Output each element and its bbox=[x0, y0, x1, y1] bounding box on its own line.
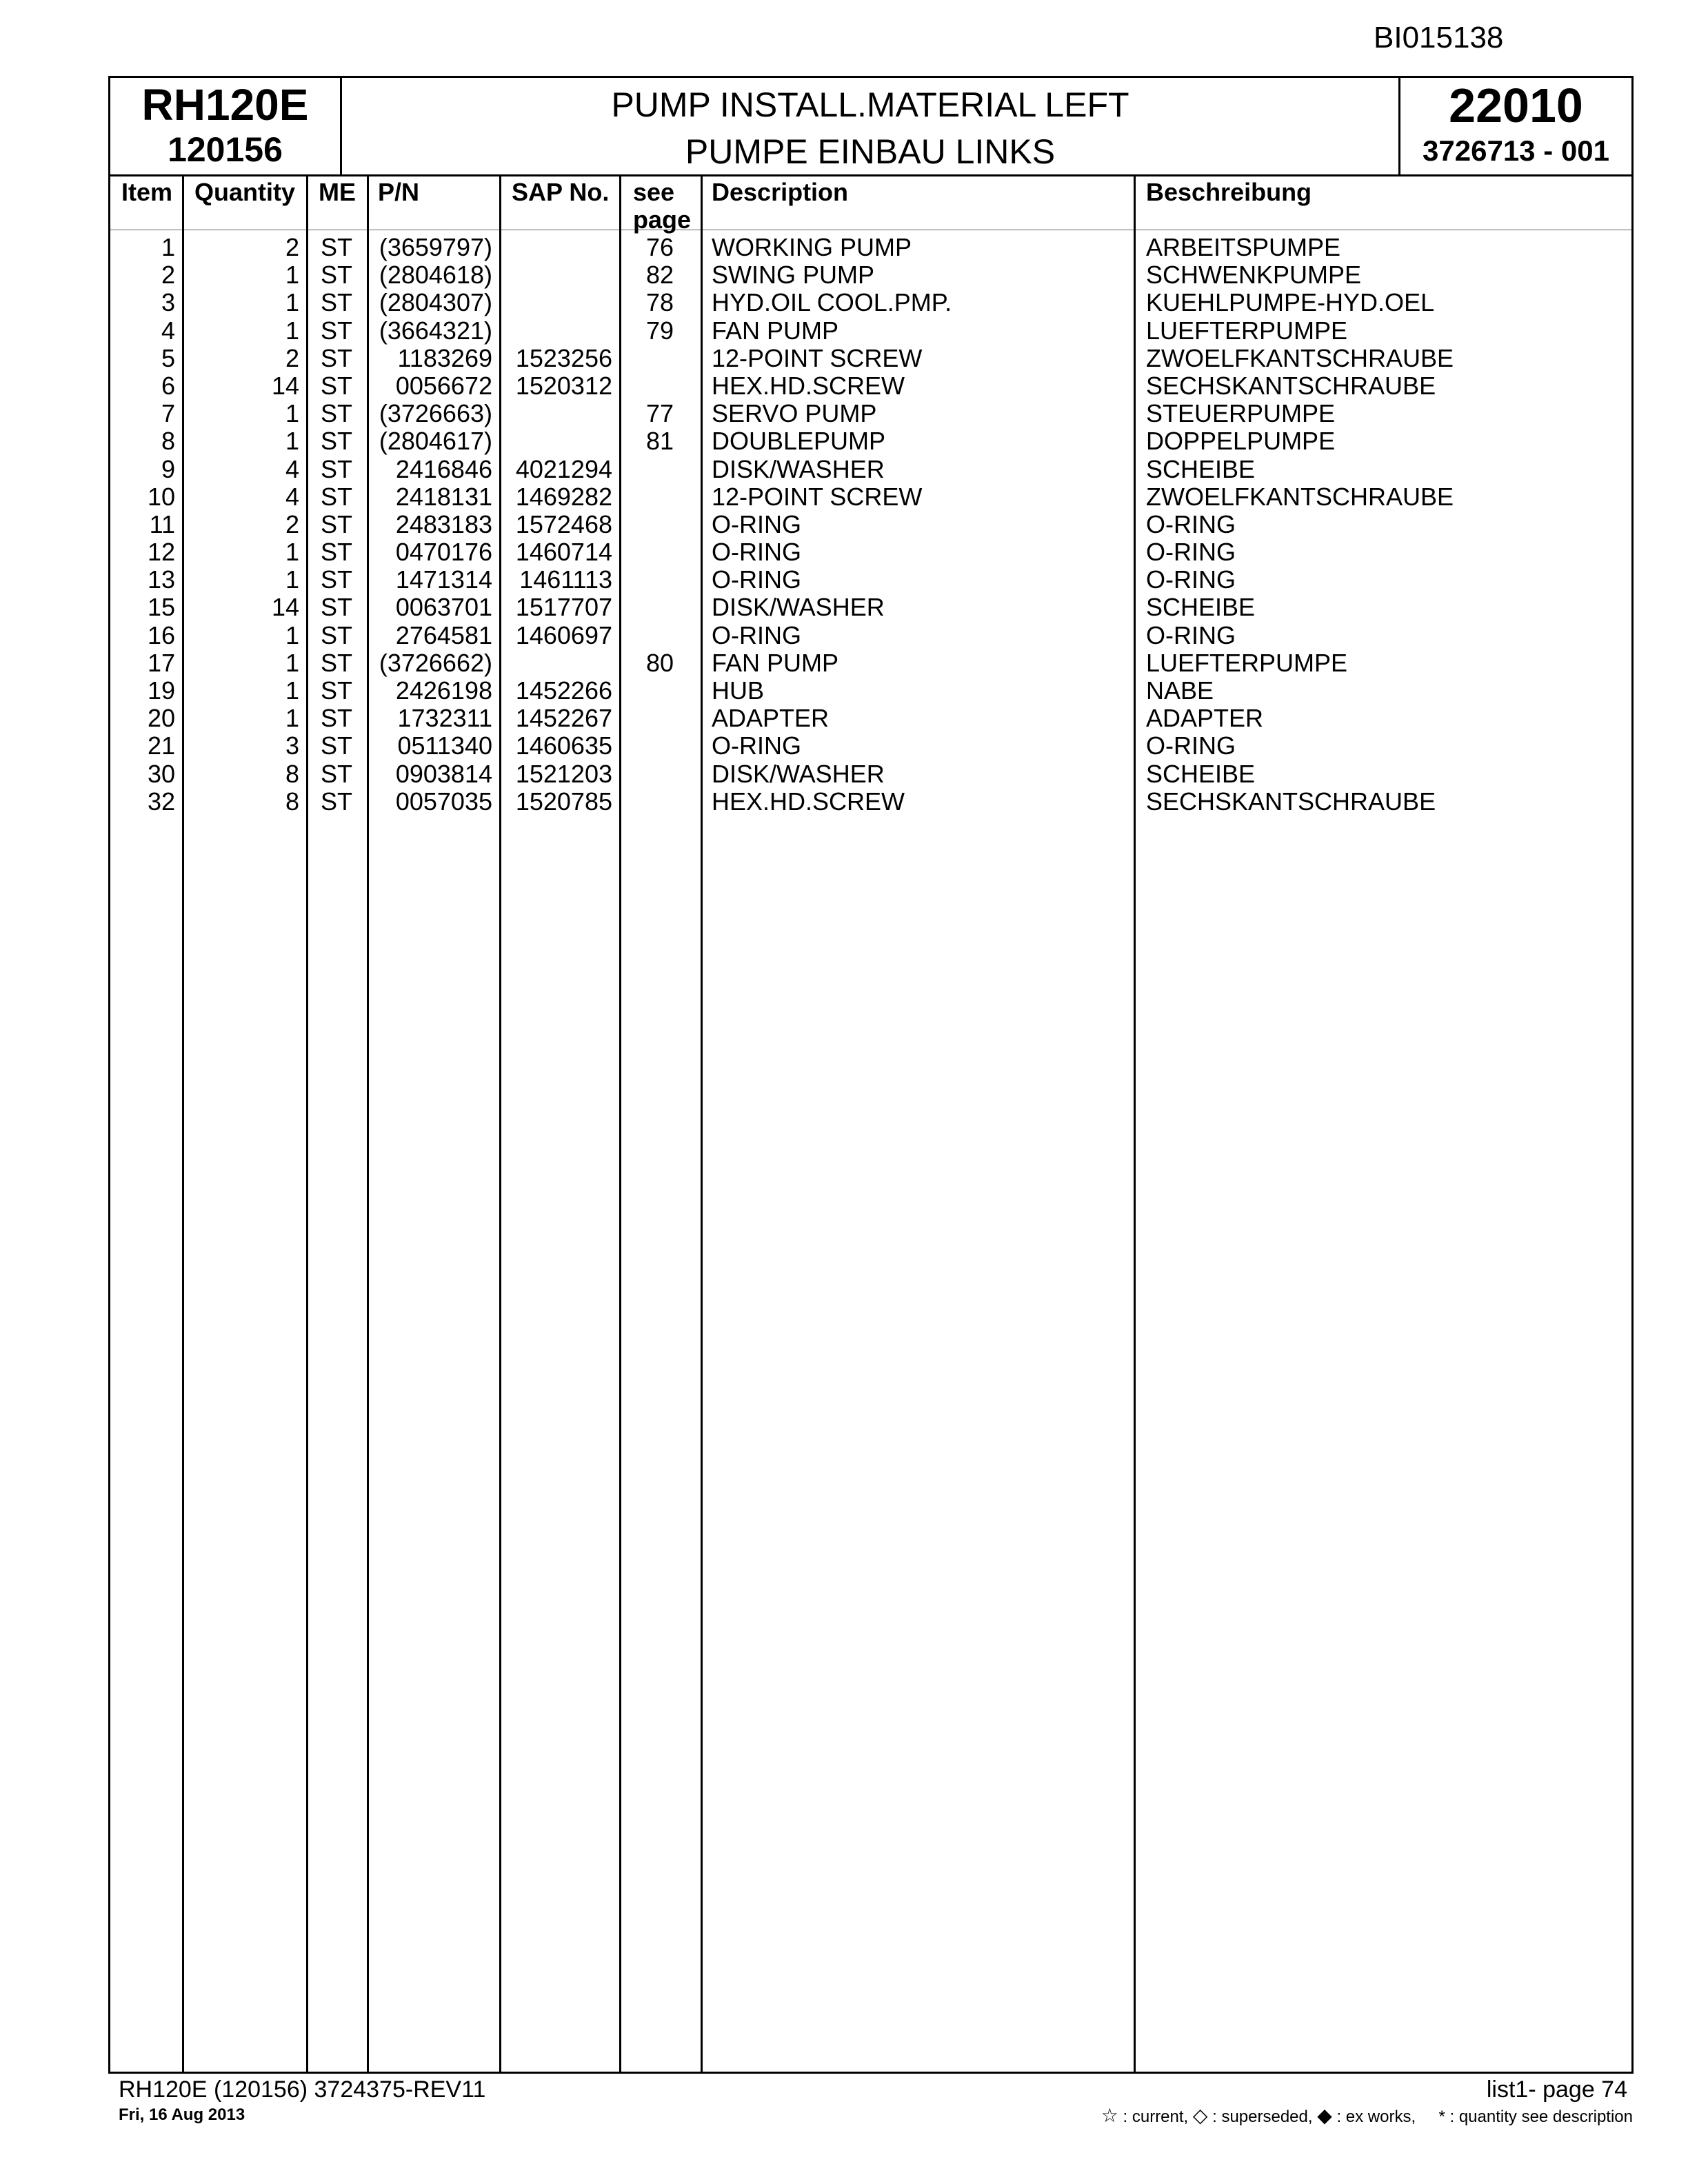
cell-sap: 1469282 bbox=[515, 482, 612, 511]
cell-item: 11 bbox=[149, 509, 175, 538]
cell-pn: 0511340 bbox=[397, 731, 492, 760]
table-row bbox=[110, 649, 1631, 677]
col-header-me: ME bbox=[319, 178, 356, 206]
cell-quantity: 1 bbox=[285, 620, 299, 649]
cell-item: 2 bbox=[161, 261, 175, 290]
symbol-legend bbox=[1101, 2104, 1633, 2127]
cell-beschreibung: ZWOELFKANTSCHRAUBE bbox=[1146, 482, 1454, 511]
header-divider bbox=[110, 174, 1631, 176]
table-row bbox=[110, 261, 1631, 289]
cell-me: ST bbox=[320, 427, 352, 456]
cell-description: HEX.HD.SCREW bbox=[712, 371, 905, 400]
table-row bbox=[110, 677, 1631, 705]
cell-item: 9 bbox=[161, 454, 175, 483]
cell-description: FAN PUMP bbox=[712, 316, 839, 345]
col-header-see: see bbox=[633, 178, 675, 206]
legend-exworks: : ex works, bbox=[1336, 2107, 1416, 2126]
cell-pn: 0056672 bbox=[395, 371, 492, 400]
title-german: PUMPE EINBAU LINKS bbox=[685, 132, 1056, 171]
title-english: PUMP INSTALL.MATERIAL LEFT bbox=[611, 85, 1129, 124]
cell-beschreibung: KUEHLPUMPE-HYD.OEL bbox=[1146, 288, 1435, 317]
star-icon: ☆ bbox=[1101, 2105, 1118, 2126]
cell-item: 17 bbox=[147, 648, 175, 677]
parts-list-frame bbox=[108, 76, 1634, 2074]
cell-see-page: 78 bbox=[645, 288, 674, 317]
table-row bbox=[110, 234, 1631, 261]
cell-description: 12-POINT SCREW bbox=[712, 343, 923, 372]
cell-me: ST bbox=[320, 731, 352, 760]
cell-sap: 1452267 bbox=[515, 704, 612, 733]
cell-quantity: 1 bbox=[285, 538, 299, 567]
cell-item: 21 bbox=[147, 731, 175, 760]
col-header-see-page bbox=[633, 179, 691, 234]
cell-quantity: 4 bbox=[285, 454, 299, 483]
document-code: BI015138 bbox=[1374, 21, 1504, 54]
cell-beschreibung: O-RING bbox=[1146, 565, 1236, 594]
cell-description: HEX.HD.SCREW bbox=[712, 787, 905, 816]
drawing-number: 3726713 - 001 bbox=[1423, 134, 1609, 167]
cell-see-page: 77 bbox=[645, 399, 674, 428]
cell-item: 16 bbox=[147, 620, 175, 649]
cell-beschreibung: SCHWENKPUMPE bbox=[1146, 261, 1362, 290]
table-row bbox=[110, 289, 1631, 316]
cell-pn: (3726662) bbox=[379, 648, 492, 677]
cell-sap: 1460697 bbox=[515, 620, 612, 649]
cell-quantity: 1 bbox=[285, 399, 299, 428]
cell-beschreibung: ZWOELFKANTSCHRAUBE bbox=[1146, 343, 1454, 372]
col-header-page: page bbox=[633, 205, 692, 234]
cell-me: ST bbox=[320, 399, 352, 428]
cell-description: HUB bbox=[712, 676, 765, 705]
cell-description: SWING PUMP bbox=[712, 261, 875, 290]
cell-sap: 1521203 bbox=[515, 759, 612, 788]
cell-me: ST bbox=[320, 648, 352, 677]
table-row bbox=[110, 705, 1631, 732]
cell-sap: 4021294 bbox=[515, 454, 612, 483]
cell-me: ST bbox=[320, 371, 352, 400]
cell-quantity: 2 bbox=[285, 509, 299, 538]
legend-quantity: : quantity see description bbox=[1449, 2107, 1633, 2126]
cell-quantity: 2 bbox=[285, 343, 299, 372]
cell-beschreibung: O-RING bbox=[1146, 538, 1236, 567]
cell-pn: (3664321) bbox=[379, 316, 492, 345]
table-row bbox=[110, 372, 1631, 400]
cell-pn: 0057035 bbox=[395, 787, 492, 816]
col-header-sap: SAP No. bbox=[512, 178, 610, 206]
cell-quantity: 14 bbox=[271, 593, 299, 622]
cell-pn: (2804618) bbox=[379, 261, 492, 290]
cell-item: 19 bbox=[147, 676, 175, 705]
cell-pn: (3726663) bbox=[379, 399, 492, 428]
table-row bbox=[110, 732, 1631, 760]
cell-description: DISK/WASHER bbox=[712, 593, 885, 622]
cell-description: HYD.OIL COOL.PMP. bbox=[712, 288, 952, 317]
cell-beschreibung: LUEFTERPUMPE bbox=[1146, 648, 1348, 677]
cell-quantity: 1 bbox=[285, 676, 299, 705]
cell-sap: 1572468 bbox=[515, 509, 612, 538]
cell-quantity: 1 bbox=[285, 648, 299, 677]
cell-me: ST bbox=[320, 676, 352, 705]
cell-me: ST bbox=[320, 288, 352, 317]
table-row bbox=[110, 511, 1631, 538]
table-row bbox=[110, 622, 1631, 649]
cell-pn: 0903814 bbox=[395, 759, 492, 788]
cell-pn: (2804307) bbox=[379, 288, 492, 317]
cell-item: 20 bbox=[147, 704, 175, 733]
cell-pn: 1183269 bbox=[397, 343, 492, 372]
cell-quantity: 14 bbox=[271, 371, 299, 400]
cell-beschreibung: O-RING bbox=[1146, 509, 1236, 538]
legend-superseded: : superseded, bbox=[1212, 2107, 1313, 2126]
cell-item: 7 bbox=[161, 399, 175, 428]
cell-beschreibung: ADAPTER bbox=[1146, 704, 1264, 733]
cell-item: 8 bbox=[161, 427, 175, 456]
page-number: list1- page 74 bbox=[1486, 2076, 1627, 2103]
cell-beschreibung: SCHEIBE bbox=[1146, 759, 1256, 788]
cell-description: DOUBLEPUMP bbox=[712, 427, 886, 456]
cell-sap: 1517707 bbox=[515, 593, 612, 622]
cell-sap: 1520312 bbox=[515, 371, 612, 400]
cell-description: O-RING bbox=[712, 565, 801, 594]
asterisk-icon: * bbox=[1438, 2107, 1445, 2126]
cell-pn: 1732311 bbox=[397, 704, 492, 733]
cell-me: ST bbox=[320, 343, 352, 372]
cell-pn: 2416846 bbox=[395, 454, 492, 483]
cell-description: O-RING bbox=[712, 620, 801, 649]
legend-current: : current, bbox=[1123, 2107, 1189, 2126]
table-row bbox=[110, 788, 1631, 816]
cell-me: ST bbox=[320, 482, 352, 511]
cell-me: ST bbox=[320, 261, 352, 290]
cell-description: DISK/WASHER bbox=[712, 454, 885, 483]
table-row bbox=[110, 456, 1631, 483]
cell-quantity: 2 bbox=[285, 233, 299, 261]
cell-me: ST bbox=[320, 509, 352, 538]
table-row bbox=[110, 566, 1631, 594]
cell-pn: 0470176 bbox=[395, 538, 492, 567]
cell-quantity: 1 bbox=[285, 427, 299, 456]
cell-see-page: 76 bbox=[645, 233, 674, 261]
cell-see-page: 80 bbox=[645, 648, 674, 677]
cell-item: 15 bbox=[147, 593, 175, 622]
cell-pn: 2426198 bbox=[395, 676, 492, 705]
cell-pn: 1471314 bbox=[395, 565, 492, 594]
cell-pn: 2483183 bbox=[395, 509, 492, 538]
table-row bbox=[110, 760, 1631, 788]
cell-see-page: 82 bbox=[645, 261, 674, 290]
cell-sap: 1461113 bbox=[519, 565, 612, 594]
cell-item: 5 bbox=[161, 343, 175, 372]
cell-quantity: 8 bbox=[285, 759, 299, 788]
group-box bbox=[1398, 78, 1631, 174]
cell-quantity: 1 bbox=[285, 565, 299, 594]
cell-pn: 2764581 bbox=[395, 620, 492, 649]
cell-item: 30 bbox=[147, 759, 175, 788]
cell-sap: 1460714 bbox=[515, 538, 612, 567]
cell-beschreibung: O-RING bbox=[1146, 620, 1236, 649]
group-number: 22010 bbox=[1449, 79, 1583, 132]
col-header-quantity: Quantity bbox=[194, 178, 296, 206]
cell-quantity: 1 bbox=[285, 704, 299, 733]
cell-me: ST bbox=[320, 538, 352, 567]
cell-quantity: 1 bbox=[285, 288, 299, 317]
cell-me: ST bbox=[320, 316, 352, 345]
col-header-description: Description bbox=[712, 178, 849, 206]
cell-item: 4 bbox=[161, 316, 175, 345]
cell-description: O-RING bbox=[712, 731, 801, 760]
cell-pn: (2804617) bbox=[379, 427, 492, 456]
cell-quantity: 1 bbox=[285, 261, 299, 290]
table-row bbox=[110, 538, 1631, 566]
cell-me: ST bbox=[320, 565, 352, 594]
table-row bbox=[110, 317, 1631, 345]
cell-sap: 1460635 bbox=[515, 731, 612, 760]
cell-me: ST bbox=[320, 620, 352, 649]
cell-description: FAN PUMP bbox=[712, 648, 839, 677]
cell-beschreibung: ARBEITSPUMPE bbox=[1146, 233, 1341, 261]
title-box bbox=[342, 78, 1398, 174]
cell-beschreibung: NABE bbox=[1146, 676, 1214, 705]
document-reference: RH120E (120156) 3724375-REV11 bbox=[119, 2076, 486, 2103]
cell-me: ST bbox=[320, 454, 352, 483]
cell-sap: 1523256 bbox=[515, 343, 612, 372]
parts-table-body bbox=[110, 234, 1631, 816]
cell-sap: 1452266 bbox=[515, 676, 612, 705]
cell-beschreibung: SCHEIBE bbox=[1146, 454, 1256, 483]
cell-me: ST bbox=[320, 704, 352, 733]
cell-quantity: 1 bbox=[285, 316, 299, 345]
cell-description: O-RING bbox=[712, 538, 801, 567]
cell-me: ST bbox=[320, 233, 352, 261]
serial-number: 120156 bbox=[168, 130, 283, 169]
col-header-beschreibung: Beschreibung bbox=[1146, 178, 1312, 206]
cell-beschreibung: STEUERPUMPE bbox=[1146, 399, 1336, 428]
print-date: Fri, 16 Aug 2013 bbox=[119, 2105, 245, 2124]
cell-see-page: 79 bbox=[645, 316, 674, 345]
cell-quantity: 3 bbox=[285, 731, 299, 760]
table-row bbox=[110, 483, 1631, 511]
cell-quantity: 4 bbox=[285, 482, 299, 511]
col-header-item: Item bbox=[121, 178, 173, 206]
table-row bbox=[110, 345, 1631, 372]
col-header-pn: P/N bbox=[378, 178, 420, 206]
cell-beschreibung: SECHSKANTSCHRAUBE bbox=[1146, 787, 1436, 816]
cell-item: 3 bbox=[161, 288, 175, 317]
cell-sap: 1520785 bbox=[515, 787, 612, 816]
cell-beschreibung: LUEFTERPUMPE bbox=[1146, 316, 1348, 345]
cell-pn: 2418131 bbox=[395, 482, 492, 511]
cell-description: WORKING PUMP bbox=[712, 233, 912, 261]
cell-beschreibung: SECHSKANTSCHRAUBE bbox=[1146, 371, 1436, 400]
cell-description: DISK/WASHER bbox=[712, 759, 885, 788]
cell-description: O-RING bbox=[712, 509, 801, 538]
cell-me: ST bbox=[320, 593, 352, 622]
cell-beschreibung: SCHEIBE bbox=[1146, 593, 1256, 622]
cell-item: 12 bbox=[147, 538, 175, 567]
cell-item: 13 bbox=[147, 565, 175, 594]
cell-item: 32 bbox=[147, 787, 175, 816]
cell-quantity: 8 bbox=[285, 787, 299, 816]
cell-pn: (3659797) bbox=[379, 233, 492, 261]
model-name: RH120E bbox=[141, 80, 309, 130]
table-row bbox=[110, 594, 1631, 621]
table-row bbox=[110, 400, 1631, 427]
cell-description: 12-POINT SCREW bbox=[712, 482, 923, 511]
table-row bbox=[110, 427, 1631, 455]
diamond-outline-icon: ◇ bbox=[1192, 2105, 1208, 2126]
model-box bbox=[110, 78, 342, 174]
cell-pn: 0063701 bbox=[395, 593, 492, 622]
cell-see-page: 81 bbox=[645, 427, 674, 456]
cell-beschreibung: DOPPELPUMPE bbox=[1146, 427, 1336, 456]
cell-item: 10 bbox=[147, 482, 175, 511]
cell-beschreibung: O-RING bbox=[1146, 731, 1236, 760]
cell-item: 1 bbox=[161, 233, 175, 261]
cell-item: 6 bbox=[161, 371, 175, 400]
cell-me: ST bbox=[320, 787, 352, 816]
diamond-filled-icon: ◆ bbox=[1317, 2105, 1332, 2126]
cell-description: ADAPTER bbox=[712, 704, 830, 733]
cell-me: ST bbox=[320, 759, 352, 788]
cell-description: SERVO PUMP bbox=[712, 399, 877, 428]
